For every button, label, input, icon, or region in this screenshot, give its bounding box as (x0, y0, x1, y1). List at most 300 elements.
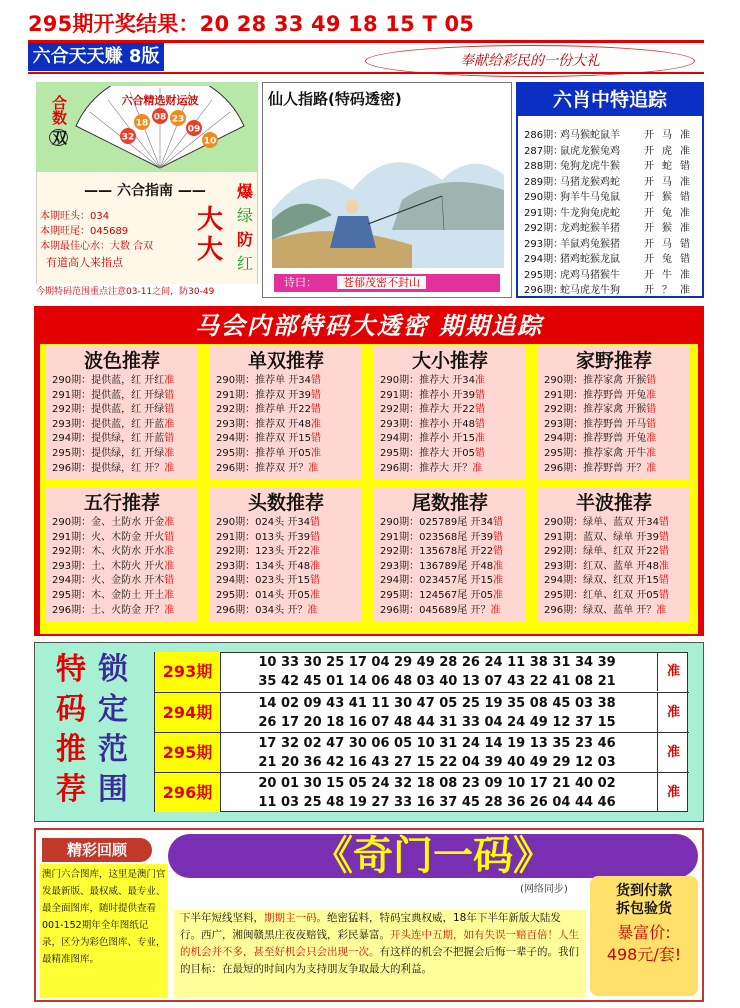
immortal-title: 仙人指路(特码透密) (268, 90, 402, 108)
zodiac-res: 马 (662, 130, 672, 141)
lock-numbers (221, 773, 653, 812)
recommend-row (210, 516, 362, 531)
recommend-status: 错 (493, 531, 504, 543)
guide-line: 本期旺头：034 (40, 211, 110, 222)
recommend-card (46, 488, 198, 622)
lock-row (155, 772, 689, 812)
zodiac-res: 猴 (662, 192, 672, 203)
lock-status: 准 (657, 773, 689, 812)
zodiac-res: 马 (662, 238, 672, 250)
zodiac-row (524, 281, 700, 296)
recommend-card (210, 346, 362, 480)
recommend-row (210, 418, 362, 433)
zodiac-status: 错 (680, 238, 690, 250)
zodiac-status: 准 (680, 207, 690, 219)
recommend-text: 294期：推荐双 开15 (216, 433, 311, 445)
zodiac-kai: 开 (644, 254, 654, 265)
recommend-status: 错 (164, 575, 175, 587)
zodiac-row (524, 173, 700, 188)
recommend-text: 290期：金、土防水 开金 (52, 517, 165, 528)
guide-hint: 有道高人来指点 (46, 256, 123, 269)
recommend-text: 293期：134头 开48 (216, 560, 311, 572)
recommend-row (46, 604, 198, 619)
zodiac-period: 287期： (524, 145, 564, 157)
zodiac-period: 292期： (524, 223, 564, 234)
recommend-status: 准 (307, 604, 318, 616)
recommend-status: 错 (493, 546, 504, 558)
recommend-status: 准 (310, 560, 321, 572)
lock-numbers-line: 20 01 30 15 05 24 32 18 08 23 09 10 17 21 40 02 (258, 776, 616, 791)
recommend-row (538, 403, 690, 418)
zodiac-res: 猴 (662, 223, 672, 234)
recommend-row (210, 531, 362, 546)
lock-range-label: 特 码 推 荐 锁 定 范 围 (56, 652, 128, 807)
recommend-text: 295期：推荐大 开05 (380, 447, 475, 459)
recommend-text: 291期：013头 开39 (216, 531, 311, 543)
recommend-status: 错 (659, 546, 669, 558)
zodiac-period: 288期： (524, 161, 564, 172)
recommend-row (538, 589, 690, 604)
lock-period: 294期 (155, 693, 221, 732)
recommend-row (374, 418, 526, 433)
zodiac-animals: 兔狗龙虎牛猴 (560, 161, 620, 172)
recommend-text: 294期：023头 开15 (216, 575, 311, 587)
recommend-row (538, 545, 690, 560)
recommend-text: 290期：推荐大 开34 (380, 375, 475, 386)
guide-title: —— 六合指南 —— (84, 183, 206, 199)
recommend-row (210, 589, 362, 604)
recommend-text: 294期：推荐小 开15 (380, 433, 475, 445)
edition-label: 六合天天赚 8版 (28, 43, 164, 71)
zodiac-period: 290期： (524, 192, 564, 203)
lock-numbers-line: 11 03 25 48 19 27 33 16 37 45 28 36 26 04 44 46 (258, 795, 616, 810)
recommend-row (374, 432, 526, 447)
slogan: 奉献给彩民的一份大礼 (365, 45, 695, 77)
he-number-label: 合数双 (50, 94, 68, 145)
recommend-status: 准 (311, 447, 321, 459)
recommend-text: 293期：推荐小 开48 (380, 418, 475, 430)
recommend-text: 295期：014头 开05 (216, 589, 311, 601)
recommend-text: 291期：推荐野兽 开兔 (544, 389, 647, 401)
recommend-text: 290期：推荐家禽 开猴 (544, 375, 647, 386)
zodiac-row (524, 204, 700, 219)
recommend-row (46, 374, 198, 389)
recommend-text: 296期：045689尾 开？ (380, 604, 491, 616)
recommend-row (210, 604, 362, 619)
recommend-card (538, 488, 690, 622)
recommend-card-title: 大小推荐 (411, 350, 488, 372)
recommend-status: 错 (659, 517, 669, 528)
fan-title: 六合精选财运波 (121, 94, 199, 107)
zodiac-period: 296期： (524, 285, 564, 296)
zodiac-animals: 鸡马猴蛇鼠羊 (560, 130, 620, 141)
zodiac-res: 马 (662, 176, 672, 188)
recommend-text: 292期：推荐单 开22 (216, 404, 311, 416)
lock-numbers (221, 693, 653, 732)
recommend-text: 291期：火、木防金 开火 (52, 531, 165, 543)
recommend-row (210, 574, 362, 589)
lock-numbers (221, 652, 653, 691)
recommend-text: 296期：推荐大 开？ (380, 462, 473, 474)
recommend-row (374, 516, 526, 531)
zodiac-status: 准 (680, 285, 690, 296)
recommend-row (210, 403, 362, 418)
recommend-row (210, 560, 362, 575)
recommend-status: 准 (164, 546, 175, 558)
recommend-status: 准 (646, 389, 657, 401)
lock-numbers (221, 733, 653, 772)
recommend-status: 准 (310, 546, 321, 558)
recommend-row (538, 374, 690, 389)
recommend-status: 准 (646, 447, 657, 459)
recommend-status: 准 (493, 575, 504, 587)
lock-row (155, 692, 689, 732)
zodiac-animals: 羊鼠鸡兔猴猪 (560, 238, 620, 250)
zodiac-kai: 开 (644, 285, 654, 296)
review-title: 精彩回顾 (42, 838, 152, 862)
lock-status: 准 (657, 733, 689, 772)
fan-number: 08 (153, 112, 167, 123)
zodiac-animals: 马猪龙猴鸡蛇 (560, 176, 620, 188)
recommend-card-title: 头数推荐 (247, 492, 324, 514)
recommend-text: 294期：火、金防水 开木 (52, 575, 165, 587)
recommend-status: 准 (164, 462, 175, 474)
recommend-text: 291期：蓝双、绿单 开39 (544, 531, 659, 543)
lock-row (155, 652, 689, 692)
recommend-row (210, 462, 362, 477)
six-zodiac-title: 六肖中特追踪 (518, 84, 702, 116)
recommend-text: 296期：土、火防金 开？ (52, 604, 165, 616)
recommend-status: 准 (659, 560, 669, 572)
guide-footnote: 今期特码范围重点注意03-11之间，防30-49 (36, 284, 258, 298)
zodiac-kai: 开 (644, 207, 654, 219)
recommend-row (374, 589, 526, 604)
recommend-text: 292期：推荐家禽 开猴 (544, 404, 647, 416)
zodiac-row (524, 188, 700, 203)
recommend-text: 293期：136789尾 开48 (380, 560, 494, 572)
recommend-status: 准 (164, 517, 175, 528)
recommend-row (374, 462, 526, 477)
zodiac-res: ？ (662, 285, 672, 296)
recommend-status: 错 (310, 517, 321, 528)
recommend-status: 准 (656, 604, 667, 616)
recommend-status: 准 (646, 433, 657, 445)
recommend-card-title: 五行推荐 (83, 492, 160, 514)
lock-period: 296期 (155, 773, 221, 812)
side-words: 爆 绿 防 红 (236, 182, 253, 273)
recommend-row (538, 560, 690, 575)
recommend-row (210, 447, 362, 462)
lock-row (155, 732, 689, 772)
recommend-status: 错 (164, 404, 175, 416)
zodiac-kai: 开 (644, 130, 654, 141)
recommend-status: 准 (164, 447, 175, 459)
zodiac-row (524, 219, 700, 234)
recommend-status: 错 (311, 375, 321, 386)
recommend-row (210, 545, 362, 560)
recommend-row (374, 604, 526, 619)
recommend-row (46, 418, 198, 433)
zodiac-status: 错 (680, 192, 690, 203)
recommend-status: 准 (164, 560, 175, 572)
zodiac-status: 准 (680, 145, 690, 157)
fan-number: 10 (203, 136, 217, 147)
recommend-row (46, 432, 198, 447)
recommend-status: 错 (164, 433, 175, 445)
recommend-text: 296期：绿双、蓝单 开？ (544, 604, 657, 616)
lock-numbers-line: 14 02 09 43 41 11 30 47 05 25 19 35 08 45 03 38 (258, 696, 616, 711)
recommend-status: 错 (310, 575, 321, 587)
review-text: 澳门六合图库，这里是澳门官发最新版、最权威、最专业、最全面图库，随时提供查看001-152期年全年图纸记录，区分为彩色图库、专业，最精准图库。 (40, 864, 168, 998)
lock-numbers-line: 35 42 45 01 14 06 48 03 40 13 07 43 22 41 08 21 (258, 674, 616, 689)
recommend-row (46, 403, 198, 418)
qimen-title: 《奇门一码》 (168, 834, 698, 878)
recommend-row (538, 418, 690, 433)
zodiac-kai: 开 (644, 161, 654, 172)
recommend-text: 295期：124567尾 开05 (380, 589, 494, 601)
recommend-text: 296期：034头 开？ (216, 604, 308, 616)
recommend-card (538, 346, 690, 480)
cash-on-delivery-badge: 货到付款 拆包验货 暴富价: 498元/套! (590, 876, 698, 996)
recommend-status: 错 (646, 418, 657, 430)
recommend-row (210, 432, 362, 447)
recommend-text: 292期：提供蓝，红 开绿 (52, 404, 165, 416)
lock-period: 293期 (155, 652, 221, 691)
recommend-card (374, 488, 526, 622)
recommend-status: 准 (493, 560, 504, 572)
recommend-text: 290期：025789尾 开34 (380, 517, 494, 528)
recommend-card (46, 346, 198, 480)
recommend-text: 295期：红单、红双 开05 (544, 589, 659, 601)
recommend-status: 错 (311, 404, 321, 416)
zodiac-period: 289期： (524, 176, 564, 188)
zodiac-kai: 开 (644, 145, 654, 157)
recommend-status: 错 (659, 589, 669, 601)
zodiac-status: 准 (680, 176, 690, 188)
zodiac-status: 错 (680, 254, 690, 265)
lock-period: 295期 (155, 733, 221, 772)
recommend-text: 292期：135678尾 开22 (380, 546, 494, 558)
recommend-text: 294期：绿双、红双 开15 (544, 575, 659, 587)
recommend-row (374, 447, 526, 462)
recommend-status: 错 (646, 404, 657, 416)
recommend-status: 错 (659, 575, 669, 587)
lock-numbers-line: 21 20 36 42 16 43 27 15 22 04 39 40 49 29 12 03 (258, 755, 616, 770)
zodiac-animals: 龙鸡蛇猴羊猪 (560, 223, 620, 234)
recommend-row (210, 374, 362, 389)
zodiac-animals: 狗羊牛马兔鼠 (560, 192, 620, 203)
recommend-card-title: 家野推荐 (575, 350, 652, 372)
recommend-text: 293期：提供蓝，红 开蓝 (52, 418, 165, 430)
zodiac-kai: 开 (644, 192, 654, 203)
recommend-status: 准 (475, 375, 485, 386)
recommend-status: 错 (311, 389, 321, 401)
zodiac-animals: 蛇马虎龙牛狗 (560, 285, 620, 296)
lock-numbers-line: 26 17 20 18 16 07 48 44 31 33 04 24 49 12 37 15 (258, 715, 616, 730)
recommend-row (538, 516, 690, 531)
fan-number: 09 (187, 124, 201, 135)
recommend-row (374, 531, 526, 546)
recommend-status: 准 (164, 604, 175, 616)
guide-line: 本期最佳心水：大数 合双 (40, 241, 154, 252)
zodiac-row (524, 235, 700, 250)
recommend-card-title: 波色推荐 (83, 350, 160, 372)
recommend-text: 290期：024头 开34 (216, 517, 311, 528)
landscape-illustration (272, 120, 504, 268)
recommend-text: 296期：提供绿，红 开？ (52, 462, 165, 474)
zodiac-period: 295期： (524, 269, 564, 281)
zodiac-animals: 牛龙狗兔虎蛇 (560, 207, 620, 219)
recommend-status: 准 (490, 604, 501, 616)
recommend-status: 准 (472, 462, 483, 474)
zodiac-kai: 开 (644, 269, 654, 281)
recommend-status: 准 (310, 589, 321, 601)
zodiac-row (524, 142, 700, 157)
recommend-status: 准 (646, 462, 657, 474)
qimen-description: 下半年短线坚料，期期主一码。绝密猛料，特码宝典权威，18年下半年新版大陆发行。西广，湘闽赣黑庄夜夜赔钱，彩民暴富。开头连中五期，如有失误一赔百倍！人生的机会并不多，甚至好机会只会出现一次。有这样的机会不把握会后悔一辈子的。我们的目标：在最短的时间内为支持朋友争取最大的利益。 (174, 910, 586, 998)
recommend-row (46, 560, 198, 575)
recommend-text: 293期：土、木防火 开火 (52, 560, 165, 572)
recommend-card-title: 半波推荐 (575, 492, 652, 514)
zodiac-row (524, 266, 700, 281)
fan-icon (70, 86, 250, 170)
recommend-status: 准 (475, 433, 485, 445)
zodiac-animals: 猪鸡蛇猴龙鼠 (560, 254, 620, 265)
result-banner: 295期开奖结果：20 28 33 49 18 15 T 05 (28, 12, 475, 36)
recommend-text: 293期：推荐野兽 开马 (544, 418, 647, 430)
recommend-row (374, 545, 526, 560)
recommend-text: 295期：推荐单 开05 (216, 447, 311, 459)
recommend-row (538, 447, 690, 462)
recommend-status: 错 (475, 404, 485, 416)
zodiac-res: 牛 (662, 269, 672, 281)
secret-section-title: 马会内部特码大透密 期期追踪 (194, 312, 544, 340)
recommend-text: 294期：提供绿，红 开蓝 (52, 433, 165, 445)
guide-line: 本期旺尾：045689 (40, 226, 129, 237)
recommend-text: 295期：木、金防土 开土 (52, 589, 165, 601)
recommend-text: 296期：推荐双 开？ (216, 462, 309, 474)
zodiac-period: 294期： (524, 254, 564, 265)
fan-number: 18 (135, 118, 149, 129)
recommend-text: 292期：推荐大 开22 (380, 404, 475, 416)
zodiac-row (524, 157, 700, 172)
zodiac-res: 兔 (662, 207, 672, 219)
zodiac-period: 286期： (524, 130, 564, 141)
recommend-status: 准 (308, 462, 319, 474)
zodiac-status: 准 (680, 130, 690, 141)
recommend-row (46, 531, 198, 546)
fan-number: 32 (121, 132, 135, 143)
recommend-row (538, 604, 690, 619)
recommend-text: 291期：推荐双 开39 (216, 389, 311, 401)
zodiac-kai: 开 (644, 238, 654, 250)
zodiac-status: 准 (680, 223, 690, 234)
recommend-text: 293期：红双、蓝单 开48 (544, 560, 659, 572)
recommend-text: 295期：推荐家禽 开牛 (544, 447, 647, 459)
lock-status: 准 (657, 652, 689, 691)
lock-numbers-line: 17 32 02 47 30 06 05 10 31 24 14 19 13 35 23 46 (258, 736, 616, 751)
recommend-text: 291期：推荐小 开39 (380, 389, 475, 401)
recommend-status: 错 (659, 531, 669, 543)
recommend-row (538, 574, 690, 589)
zodiac-kai: 开 (644, 223, 654, 234)
net-sync-label: (网络同步) (520, 884, 568, 895)
recommend-row (374, 403, 526, 418)
recommend-text: 290期：提供蓝，红 开红 (52, 375, 165, 386)
recommend-row (374, 389, 526, 404)
recommend-row (46, 545, 198, 560)
big-char: 大 大 (196, 205, 223, 265)
recommend-text: 292期：绿单、红双 开22 (544, 546, 659, 558)
lock-numbers-line: 10 33 30 25 17 04 29 49 28 26 24 11 38 31 34 39 (258, 655, 616, 670)
recommend-text: 292期：木、火防水 开水 (52, 546, 165, 558)
recommend-row (46, 516, 198, 531)
recommend-row (374, 574, 526, 589)
recommend-status: 错 (310, 531, 321, 543)
recommend-status: 准 (164, 375, 175, 386)
recommend-row (46, 462, 198, 477)
recommend-row (46, 447, 198, 462)
fan-number: 23 (171, 114, 185, 125)
poem-bar: 诗曰： 苍郁茂密不封山 (274, 274, 500, 292)
recommend-row (538, 389, 690, 404)
zodiac-period: 293期： (524, 238, 564, 250)
recommend-text: 294期：023457尾 开15 (380, 575, 494, 587)
recommend-status: 错 (311, 433, 321, 445)
recommend-row (374, 374, 526, 389)
recommend-card-title: 单双推荐 (247, 350, 324, 372)
recommend-text: 292期：123头 开22 (216, 546, 311, 558)
recommend-card (210, 488, 362, 622)
recommend-card-title: 尾数推荐 (411, 492, 488, 514)
divider (28, 72, 704, 74)
zodiac-row (524, 126, 700, 141)
recommend-text: 290期：绿单、蓝双 开34 (544, 517, 659, 528)
recommend-text: 291期：提供蓝，红 开绿 (52, 389, 165, 401)
recommend-status: 错 (646, 375, 657, 386)
zodiac-res: 兔 (662, 254, 672, 265)
zodiac-status: 准 (680, 269, 690, 281)
recommend-status: 错 (475, 447, 485, 459)
recommend-status: 准 (164, 589, 175, 601)
recommend-status: 准 (493, 589, 504, 601)
recommend-status: 错 (164, 531, 175, 543)
recommend-text: 290期：推荐单 开34 (216, 375, 311, 386)
recommend-row (374, 560, 526, 575)
zodiac-res: 蛇 (662, 161, 672, 172)
recommend-status: 错 (475, 418, 485, 430)
recommend-row (46, 574, 198, 589)
recommend-status: 准 (311, 418, 321, 430)
zodiac-row (524, 250, 700, 265)
recommend-text: 293期：推荐双 开48 (216, 418, 311, 430)
lock-range-table (154, 652, 688, 812)
recommend-status: 错 (493, 517, 504, 528)
zodiac-status: 错 (680, 161, 690, 172)
zodiac-animals: 鼠虎龙猴兔鸡 (560, 145, 620, 157)
recommend-row (538, 531, 690, 546)
zodiac-kai: 开 (644, 176, 654, 188)
zodiac-animals: 虎鸡马猪猴牛 (560, 269, 620, 281)
lock-status: 准 (657, 693, 689, 732)
recommend-row (46, 589, 198, 604)
recommend-row (538, 462, 690, 477)
zodiac-period: 291期： (524, 207, 564, 219)
recommend-text: 291期：023568尾 开39 (380, 531, 494, 543)
recommend-status: 准 (164, 418, 175, 430)
recommend-text: 295期：提供绿，红 开绿 (52, 447, 165, 459)
recommend-status: 错 (475, 389, 485, 401)
